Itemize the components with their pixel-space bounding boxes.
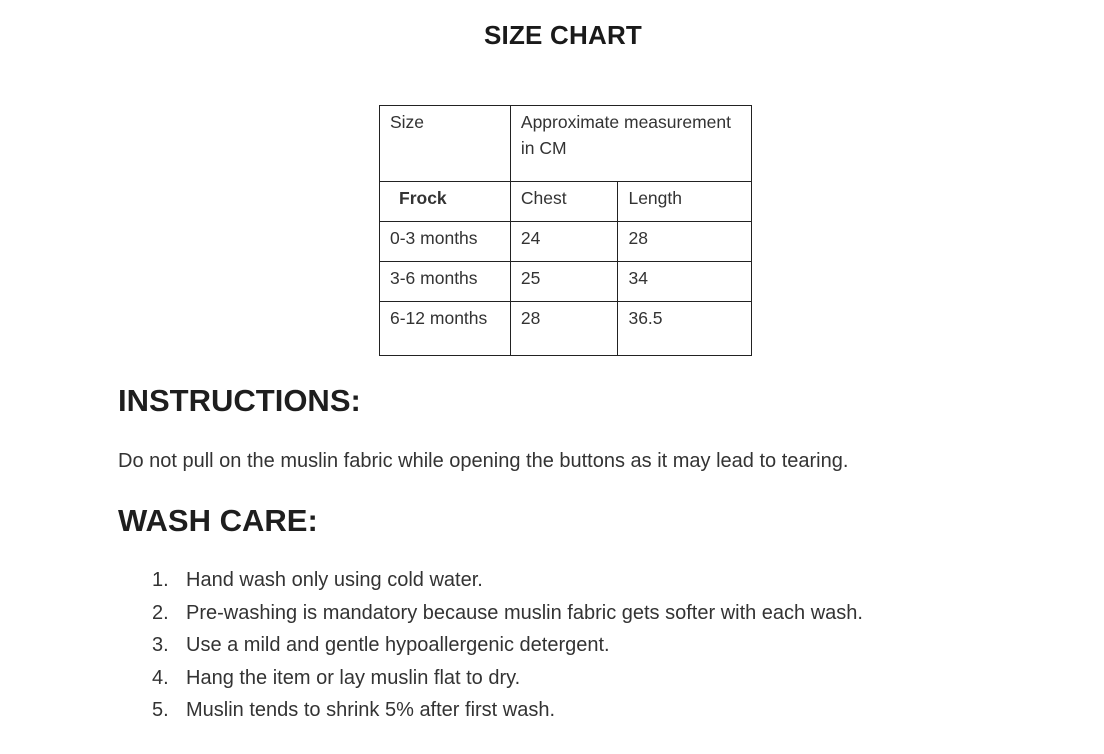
list-item-number: 5.: [152, 699, 169, 722]
instructions-heading: INSTRUCTIONS:: [118, 383, 361, 418]
table-row: [380, 262, 752, 302]
table-row: [380, 302, 752, 356]
size-header-cell: Size: [380, 106, 511, 182]
length-cell: 28: [618, 222, 752, 262]
length-header-cell: Length: [618, 182, 752, 222]
page-title: SIZE CHART: [484, 20, 642, 50]
list-item-number: 1.: [152, 569, 169, 591]
table-subheader-row: [380, 182, 752, 222]
list-item-text: Muslin tends to shrink 5% after first wash.: [186, 699, 556, 722]
list-item-text: Pre-washing is mandatory because muslin fabric gets softer with each wash.: [186, 601, 863, 624]
length-cell: 34: [618, 262, 752, 302]
wash-care-list: [152, 566, 863, 729]
chest-header-cell: Chest: [510, 182, 618, 222]
list-item-text: Use a mild and gentle hypoallergenic detergent.: [186, 634, 610, 657]
list-item: [152, 696, 863, 729]
list-item-number: 3.: [152, 634, 169, 657]
list-item-number: 4.: [152, 666, 169, 689]
size-cell: 6-12 months: [380, 302, 511, 356]
list-item: [152, 631, 863, 664]
size-cell: 3-6 months: [380, 262, 511, 302]
list-item-text: Hand wash only using cold water.: [186, 569, 483, 591]
list-item: [152, 566, 863, 599]
table-header-row: [380, 106, 752, 182]
list-item-number: 2.: [152, 601, 169, 624]
chest-cell: 24: [510, 222, 618, 262]
wash-care-heading: WASH CARE:: [118, 503, 318, 538]
length-cell: 36.5: [618, 302, 752, 356]
measurement-header-cell: Approximate measurement in CM: [510, 106, 751, 182]
list-item: [152, 599, 863, 632]
list-item: [152, 664, 863, 697]
chest-cell: 28: [510, 302, 618, 356]
chest-cell: 25: [510, 262, 618, 302]
list-item-text: Hang the item or lay muslin flat to dry.: [186, 666, 521, 689]
instructions-text: Do not pull on the muslin fabric while opening the buttons as it may lead to tearing.: [118, 450, 849, 472]
table-row: [380, 222, 752, 262]
size-chart-table: [379, 105, 752, 356]
frock-label-cell: Frock: [380, 182, 511, 222]
size-cell: 0-3 months: [380, 222, 511, 262]
